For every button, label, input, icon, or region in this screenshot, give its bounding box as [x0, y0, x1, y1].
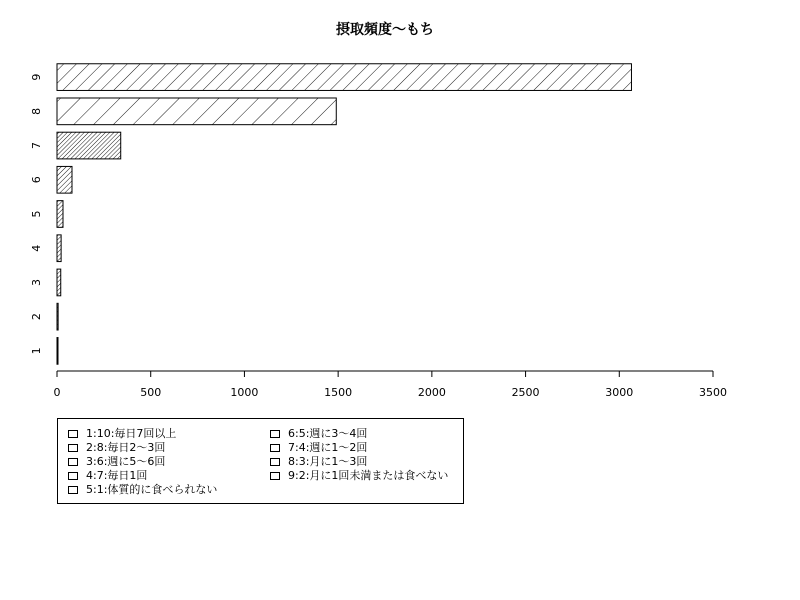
- legend-entry: 1:10:毎日7回以上: [68, 427, 176, 440]
- legend-entry: 9:2:月に1回未満または食べない: [270, 469, 448, 482]
- x-tick-label: 3000: [605, 386, 634, 399]
- x-tick-label: 3500: [699, 386, 727, 399]
- legend: [57, 418, 464, 504]
- legend-entry: 7:4:週に1〜2回: [270, 441, 367, 454]
- chart-title: 摂取頻度〜もち: [336, 22, 434, 38]
- legend-swatch-icon: [270, 472, 280, 480]
- bar-9: [57, 64, 631, 91]
- bar-4: [57, 235, 61, 262]
- bar-2: [57, 303, 58, 330]
- legend-entry: 5:1:体質的に食べられない: [68, 483, 217, 496]
- y-tick-label: 1: [30, 347, 43, 355]
- bar-1: [57, 338, 58, 365]
- legend-entry: 4:7:毎日1回: [68, 469, 147, 482]
- bar-7: [57, 132, 121, 159]
- x-tick-label: 500: [140, 386, 162, 399]
- x-tick-label: 0: [53, 386, 61, 399]
- x-tick-label: 1000: [230, 386, 259, 399]
- x-axis: [54, 371, 728, 399]
- y-tick-label: 6: [30, 176, 43, 184]
- legend-swatch-icon: [68, 444, 78, 452]
- legend-entry: 8:3:月に1〜3回: [270, 455, 367, 468]
- legend-swatch-icon: [68, 472, 78, 480]
- legend-swatch-icon: [270, 458, 280, 466]
- legend-swatch-icon: [68, 430, 78, 438]
- legend-swatch-icon: [68, 458, 78, 466]
- legend-swatch-icon: [270, 430, 280, 438]
- bar-8: [57, 98, 336, 125]
- legend-entry: 3:6:週に5〜6回: [68, 455, 165, 468]
- bar-6: [57, 166, 72, 193]
- y-axis: [30, 74, 43, 355]
- bars-group: [57, 64, 631, 364]
- legend-swatch-icon: [68, 486, 78, 494]
- x-tick-label: 1500: [324, 386, 353, 399]
- legend-entry: 6:5:週に3〜4回: [270, 427, 367, 440]
- legend-swatch-icon: [270, 444, 280, 452]
- bar-5: [57, 201, 63, 228]
- y-tick-label: 4: [30, 244, 43, 252]
- y-tick-label: 7: [30, 142, 43, 150]
- x-tick-label: 2000: [417, 386, 446, 399]
- y-tick-label: 9: [30, 73, 43, 81]
- bar-3: [57, 269, 61, 296]
- y-tick-label: 8: [30, 107, 43, 115]
- y-tick-label: 2: [30, 313, 43, 321]
- y-tick-label: 3: [30, 278, 43, 286]
- y-tick-label: 5: [30, 210, 43, 218]
- x-tick-label: 2500: [511, 386, 540, 399]
- legend-entry: 2:8:毎日2〜3回: [68, 441, 165, 454]
